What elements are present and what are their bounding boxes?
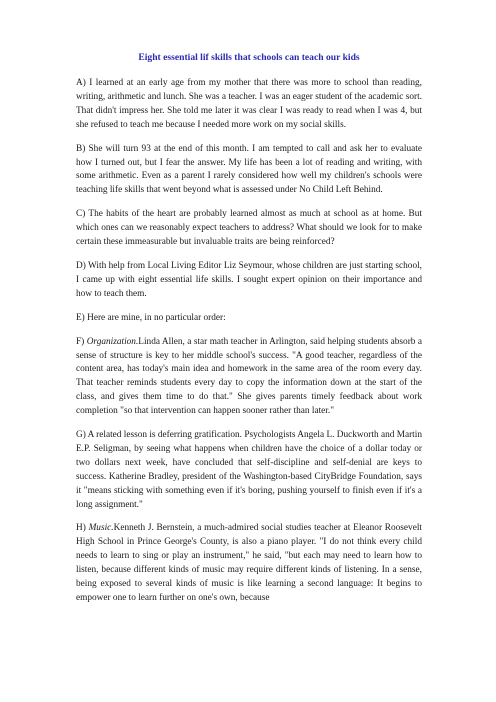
paragraph-b: B) She will turn 93 at the end of this month. I am tempted to call and ask her to evaluate how I turned out, but I fear the answer. My life has been a lot of reading and writing, with some arithmetic. Even as a parent I rarely considered how well my children's schools were teaching life skills that went beyond what is assessed under No Child Left Behind. bbox=[76, 143, 422, 196]
paragraph-h-label: Music. bbox=[88, 523, 114, 534]
paragraph-f bbox=[76, 336, 422, 419]
paragraph-a: A) I learned at an early age from my mother that there was more to school than reading, writing, arithmetic and lunch. She was a teacher. I was an eager student of the academic sort. That didn't impress her. She told me later it was clear I was ready to read when I was 4, but she refused to teach me because I needed more work on my social skills. bbox=[76, 78, 422, 130]
paragraph-e: E) Here are mine, in no particular order: bbox=[76, 312, 226, 323]
paragraph-f-prefix: F) bbox=[76, 336, 87, 347]
paragraph-f-body: Linda Allen, a star math teacher in Arlington, said helping students absorb a sense of structure is key to her middle school's success. "A good teacher, regardless of the content area, has today's main idea and homework in the same area of the room every day. That teacher reminds students every day to copy the information down at the start of the class, and gives them time to do that." She gives parents timely feedback about work completion "so that intervention can happen sooner rather than later." bbox=[76, 336, 422, 417]
paragraph-g: G) A related lesson is deferring gratification. Psychologists Angela L. Duckworth and Martin E.P. Seligman, by seeing what happens when children have the choice of a dollar today or two dollars next week, have concluded that self-discipline and self-denial are keys to success. Katherine Bradley, president of the Washington-based CityBridge Foundation, says it "means sticking with something even if it's boring, pushing yourself to finish even if it's a long assignment." bbox=[76, 430, 422, 510]
paragraph-c: C) The habits of the heart are probably learned almost as much at school as at home. But which ones can we reasonably expect teachers to address? What should we look for to make certain these immeasurable but invaluable traits are being reinforced? bbox=[76, 209, 422, 248]
paragraph-h bbox=[76, 522, 422, 605]
paragraph-h-prefix: H) bbox=[76, 523, 89, 534]
paragraph-d: D) With help from Local Living Editor Liz Seymour, whose children are just starting school, I came up with eight essential life skills. I sought expert opinion on their importance and how to teach them. bbox=[76, 260, 422, 299]
paragraph-f-label: Organization. bbox=[86, 336, 139, 347]
document-title: Eight essential lif skills that schools can teach our kids bbox=[138, 52, 360, 63]
paragraph-h-body: Kenneth J. Bernstein, a much-admired social studies teacher at Eleanor Roosevelt High School in Prince George's County, is also a piano player. "I do not think every child needs to learn to sing or play an instrument," he said, "but each may need to learn how to listen, because different kinds of music may require different kinds of listening. In a sense, being exposed to several kinds of music is like learning a second language: It begins to empower one to learn further on one's own, because bbox=[76, 523, 422, 603]
